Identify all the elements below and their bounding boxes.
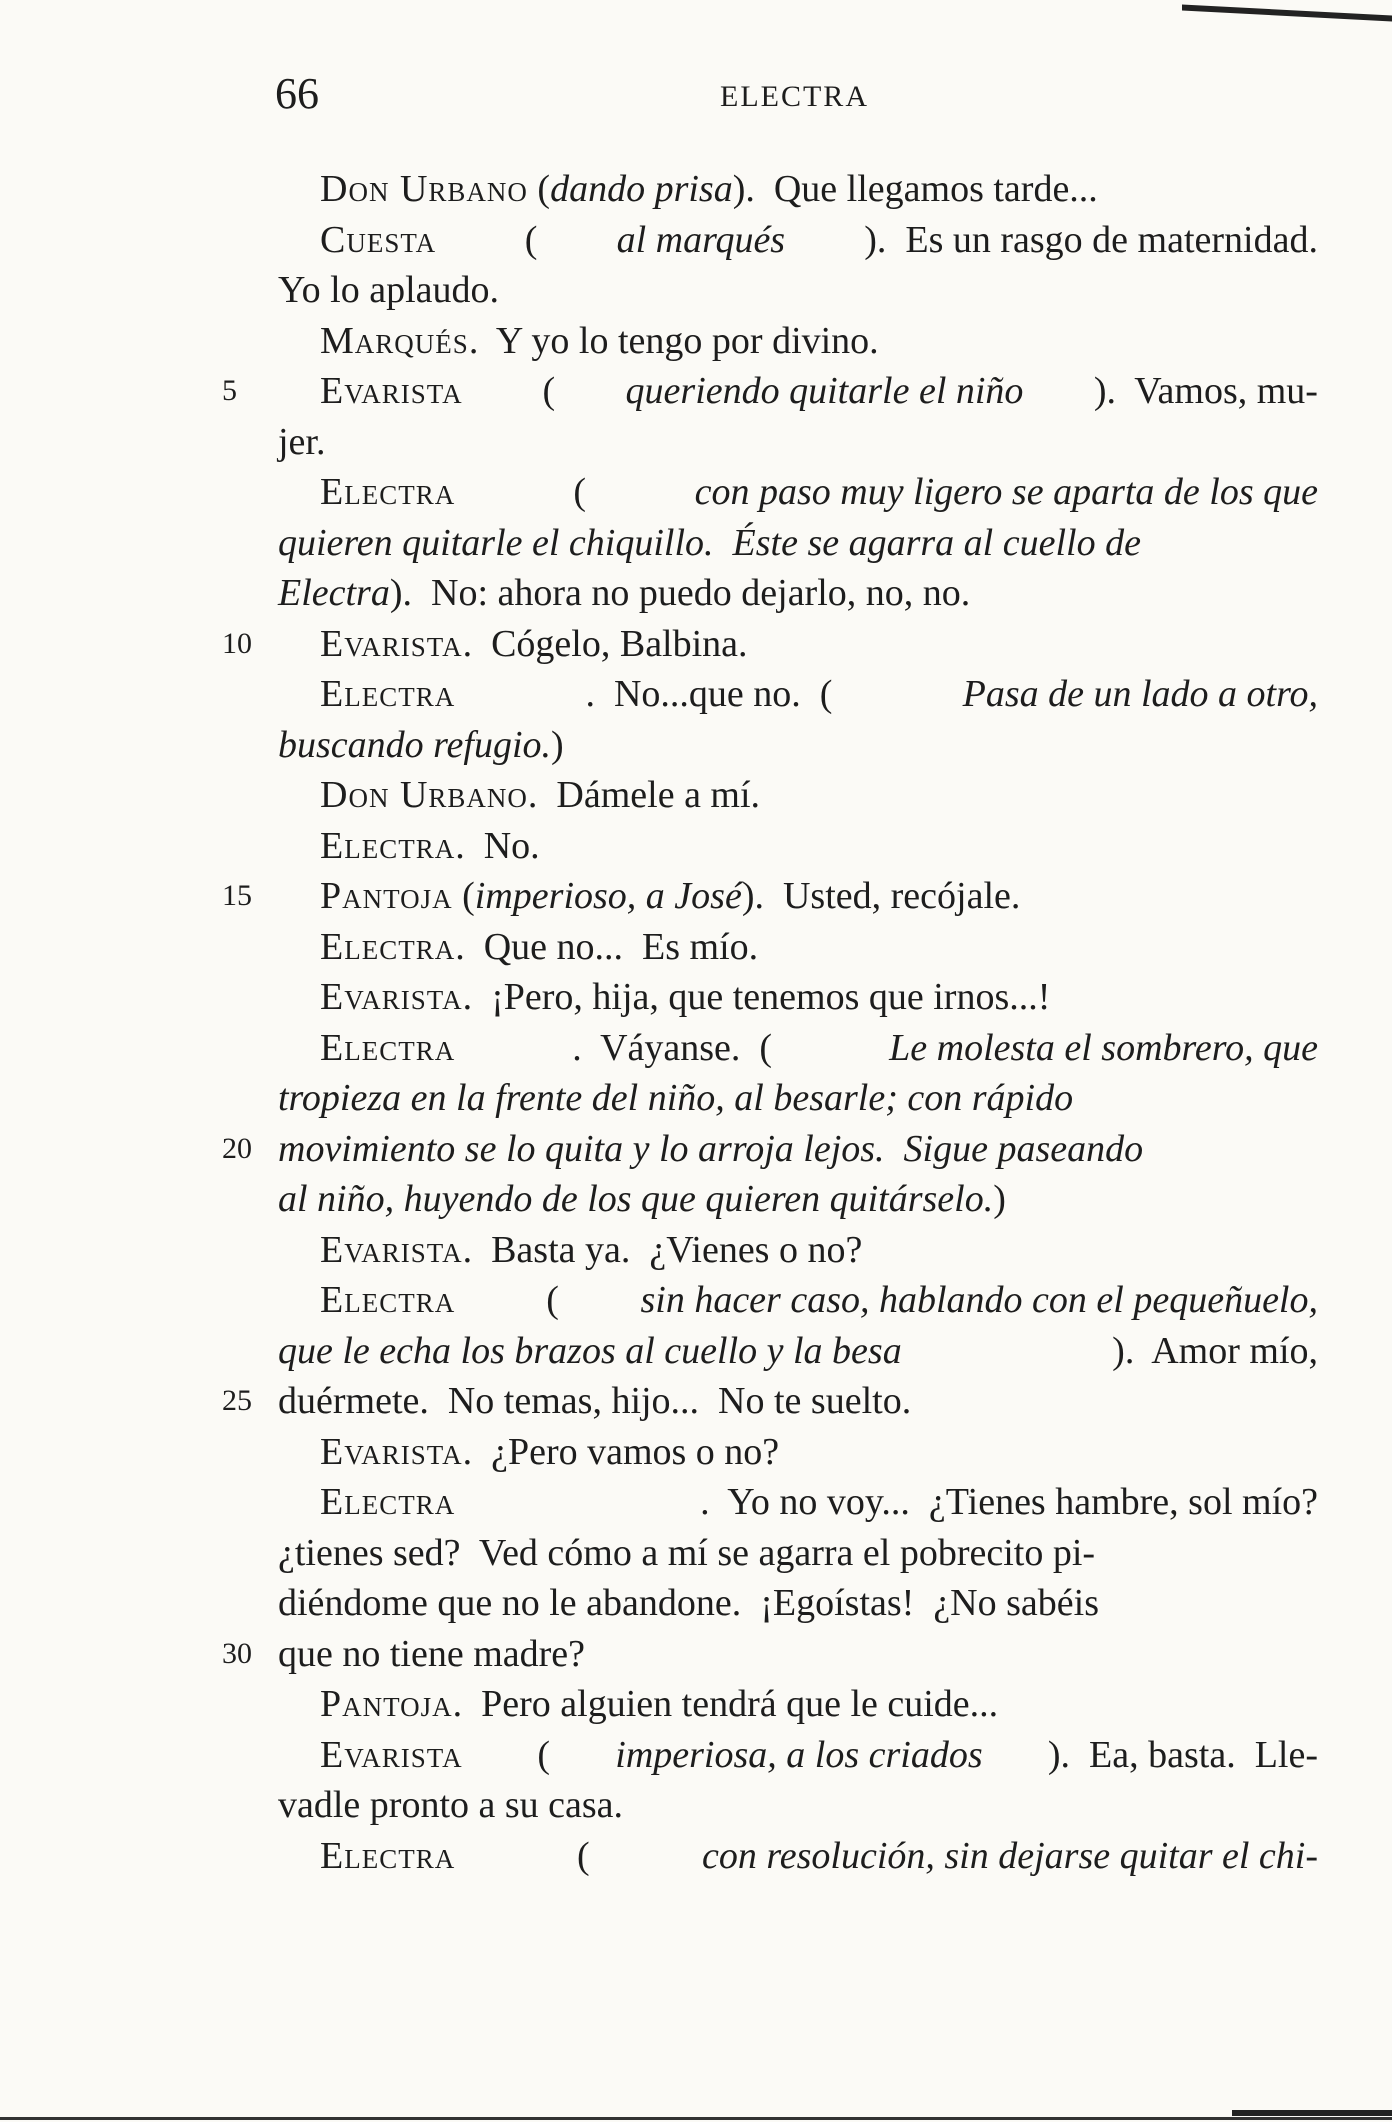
- stage-direction: quieren quitarle el chiquillo. Éste se agarra al cuello de: [278, 521, 1141, 564]
- dialogue-text: ). Vamos, mu-: [1093, 370, 1318, 412]
- line-text: [320, 871, 1318, 922]
- line-text: [320, 821, 1318, 872]
- stage-direction: Le molesta el sombrero, que: [889, 1026, 1318, 1069]
- text-line: [0, 1073, 1392, 1124]
- line-text: [320, 366, 1318, 417]
- speaker-name: Evarista: [320, 370, 463, 412]
- speaker-name: Evarista: [320, 622, 463, 665]
- line-text: [320, 1679, 1318, 1730]
- stage-direction: sin hacer caso, hablando con el pequeñuelo,: [640, 1279, 1318, 1321]
- line-text: [278, 1376, 1318, 1427]
- line-text: [278, 1073, 1318, 1124]
- stage-direction: buscando refugio.: [278, 723, 552, 766]
- dialogue-text: . Váyanse. (: [572, 1026, 773, 1069]
- page-edge-bottom: [0, 2117, 1392, 2120]
- speaker-name: Don Urbano: [320, 774, 528, 816]
- dialogue-text: que no tiene madre?: [278, 1632, 586, 1675]
- dialogue-text: ). Que llegamos tarde...: [732, 168, 1098, 210]
- dialogue-text: . Yo no voy... ¿Tienes hambre, sol mío?: [700, 1481, 1318, 1523]
- text-line: [0, 1679, 1392, 1730]
- line-text: [320, 669, 1318, 720]
- line-text: [320, 1275, 1318, 1326]
- dialogue-text: ): [993, 1178, 1006, 1220]
- dialogue-text: ). Ea, basta. Lle-: [1047, 1733, 1318, 1776]
- line-text: [278, 1780, 1318, 1831]
- stage-direction: al marqués: [616, 218, 786, 261]
- text-line: [0, 1831, 1392, 1882]
- text-line: [0, 1174, 1392, 1225]
- dialogue-text: Yo lo aplaudo.: [278, 269, 499, 311]
- dialogue-text: (: [527, 1733, 550, 1776]
- text-line: [0, 417, 1392, 468]
- text-line: [0, 1376, 1392, 1427]
- stage-direction: movimiento se lo quita y lo arroja lejos. Sigue paseando: [278, 1127, 1144, 1170]
- stage-direction: imperioso, a José: [474, 875, 742, 917]
- dialogue-text: vadle pronto a su casa.: [278, 1784, 624, 1826]
- page-edge-bottom-right: [1232, 2110, 1392, 2116]
- line-text: [320, 1730, 1318, 1781]
- text-line: [0, 1023, 1392, 1074]
- dialogue-text: diéndome que no le abandone. ¡Egoístas! ¿No sabéis: [278, 1582, 1099, 1624]
- text-line: [0, 1629, 1392, 1680]
- stage-direction: Electra: [278, 572, 390, 614]
- stage-direction: con paso muy ligero se aparta de los que: [694, 471, 1318, 513]
- line-text: [278, 1326, 1318, 1377]
- dialogue-text: (: [567, 1834, 590, 1877]
- line-text: [278, 568, 1318, 619]
- text-line: [0, 265, 1392, 316]
- dialogue-text: ). No: ahora no puedo dejarlo, no, no.: [389, 572, 971, 614]
- line-text: [320, 1225, 1318, 1276]
- dialogue-text: . Dámele a mí.: [527, 774, 761, 816]
- text-line: [0, 518, 1392, 569]
- text-line: [0, 467, 1392, 518]
- dialogue-text: ¿tienes sed? Ved cómo a mí se agarra el pobrecito pi-: [278, 1531, 1096, 1574]
- speaker-name: Evarista: [320, 1733, 463, 1776]
- dialogue-text: (: [563, 471, 586, 513]
- line-text: [320, 770, 1318, 821]
- text-line: [0, 215, 1392, 266]
- dialogue-text: . Basta ya. ¿Vienes o no?: [462, 1228, 863, 1271]
- line-text: [278, 720, 1318, 771]
- text-line: [0, 1780, 1392, 1831]
- speaker-name: Electra: [320, 673, 456, 715]
- text-line: [0, 871, 1392, 922]
- line-text: [278, 417, 1318, 468]
- dialogue-text: ). Usted, recójale.: [741, 875, 1021, 917]
- text-line: [0, 366, 1392, 417]
- speaker-name: Electra: [320, 471, 456, 513]
- text-line: [0, 1124, 1392, 1175]
- line-number: 20: [222, 1131, 252, 1165]
- speaker-name: Don Urbano: [320, 168, 528, 210]
- speaker-name: Evarista: [320, 976, 463, 1018]
- dialogue-text: (: [515, 218, 538, 261]
- text-line: [0, 1730, 1392, 1781]
- line-text: [320, 1831, 1318, 1882]
- text-line: [0, 720, 1392, 771]
- text-line: [0, 821, 1392, 872]
- page-number: 66: [275, 69, 319, 118]
- dialogue-text: . Y yo lo tengo por divino.: [468, 319, 879, 362]
- line-text: [320, 1023, 1318, 1074]
- speaker-name: Electra: [320, 1834, 456, 1877]
- line-text: [320, 922, 1318, 973]
- line-number: 30: [222, 1636, 252, 1670]
- dialogue-text: . Que no... Es mío.: [455, 925, 759, 968]
- line-text: [320, 164, 1318, 215]
- dialogue-text: ). Es un rasgo de maternidad.: [864, 218, 1318, 261]
- line-number: 5: [222, 374, 237, 407]
- line-text: [278, 518, 1318, 569]
- dialogue-text: . Pero alguien tendrá que le cuide...: [452, 1683, 999, 1725]
- dialogue-text: ). Amor mío,: [1112, 1329, 1318, 1372]
- line-text: [278, 1528, 1318, 1579]
- text-line: [0, 972, 1392, 1023]
- line-text: [320, 316, 1318, 367]
- speaker-name: Electra: [320, 1026, 456, 1069]
- speaker-name: Pantoja: [320, 875, 453, 917]
- text-line: [0, 922, 1392, 973]
- dialogue-text: ): [551, 723, 564, 766]
- line-text: [278, 1174, 1318, 1225]
- speaker-name: Electra: [320, 925, 456, 968]
- stage-direction: con resolución, sin dejarse quitar el chi-: [702, 1834, 1318, 1877]
- speaker-name: Evarista: [320, 1228, 463, 1271]
- line-text: [320, 972, 1318, 1023]
- line-text: [278, 1124, 1318, 1175]
- line-text: [320, 1427, 1318, 1478]
- dialogue-text: . ¡Pero, hija, que tenemos que irnos...!: [462, 976, 1051, 1018]
- dialogue-text: (: [532, 370, 556, 412]
- line-text: [320, 619, 1318, 670]
- text-line: [0, 1427, 1392, 1478]
- text-line: [0, 770, 1392, 821]
- stage-direction: queriendo quitarle el niño: [625, 370, 1024, 412]
- running-title: ELECTRA: [720, 80, 869, 113]
- dialogue-text: . Cógelo, Balbina.: [462, 622, 748, 665]
- page-edge-top: [1182, 4, 1392, 21]
- text-line: [0, 669, 1392, 720]
- line-text: [320, 467, 1318, 518]
- stage-direction: imperiosa, a los criados: [615, 1733, 983, 1776]
- text-line: [0, 1477, 1392, 1528]
- stage-direction: que le echa los brazos al cuello y la besa: [278, 1329, 902, 1372]
- text-line: [0, 619, 1392, 670]
- dialogue-text: . ¿Pero vamos o no?: [462, 1430, 780, 1473]
- stage-direction: dando prisa: [550, 168, 733, 210]
- text-line: [0, 568, 1392, 619]
- speaker-name: Pantoja: [320, 1683, 453, 1725]
- dialogue-text: . No...que no. (: [585, 673, 833, 715]
- dialogue-text: (: [527, 168, 551, 210]
- text-line: [0, 1578, 1392, 1629]
- text-line: [0, 1225, 1392, 1276]
- speaker-name: Electra: [320, 1481, 456, 1523]
- line-text: [320, 215, 1318, 266]
- line-number: 15: [222, 879, 252, 912]
- stage-direction: tropieza en la frente del niño, al besarle; con rápido: [278, 1077, 1074, 1119]
- stage-direction: al niño, huyendo de los que quieren quitárselo.: [278, 1178, 994, 1220]
- stage-direction: Pasa de un lado a otro,: [962, 673, 1318, 715]
- speaker-name: Electra: [320, 824, 456, 867]
- dialogue-text: duérmete. No temas, hijo... No te suelto.: [278, 1380, 912, 1422]
- text-line: [0, 1275, 1392, 1326]
- speaker-name: Marqués: [320, 319, 469, 362]
- text-line: [0, 1326, 1392, 1377]
- line-text: [320, 1477, 1318, 1528]
- line-text: [278, 1629, 1318, 1680]
- line-number: 25: [222, 1384, 252, 1417]
- line-text: [278, 1578, 1318, 1629]
- dialogue-text: (: [536, 1279, 559, 1321]
- text-line: [0, 1528, 1392, 1579]
- dialogue-text: . No.: [455, 824, 540, 867]
- dialogue-text: jer.: [278, 420, 326, 463]
- text-line: [0, 316, 1392, 367]
- text-line: [0, 164, 1392, 215]
- dialogue-text: (: [452, 875, 475, 917]
- speaker-name: Evarista: [320, 1430, 463, 1473]
- speaker-name: Cuesta: [320, 218, 437, 261]
- speaker-name: Electra: [320, 1279, 456, 1321]
- line-number: 10: [222, 626, 252, 660]
- body-text: [0, 164, 1392, 1881]
- line-text: [278, 265, 1318, 316]
